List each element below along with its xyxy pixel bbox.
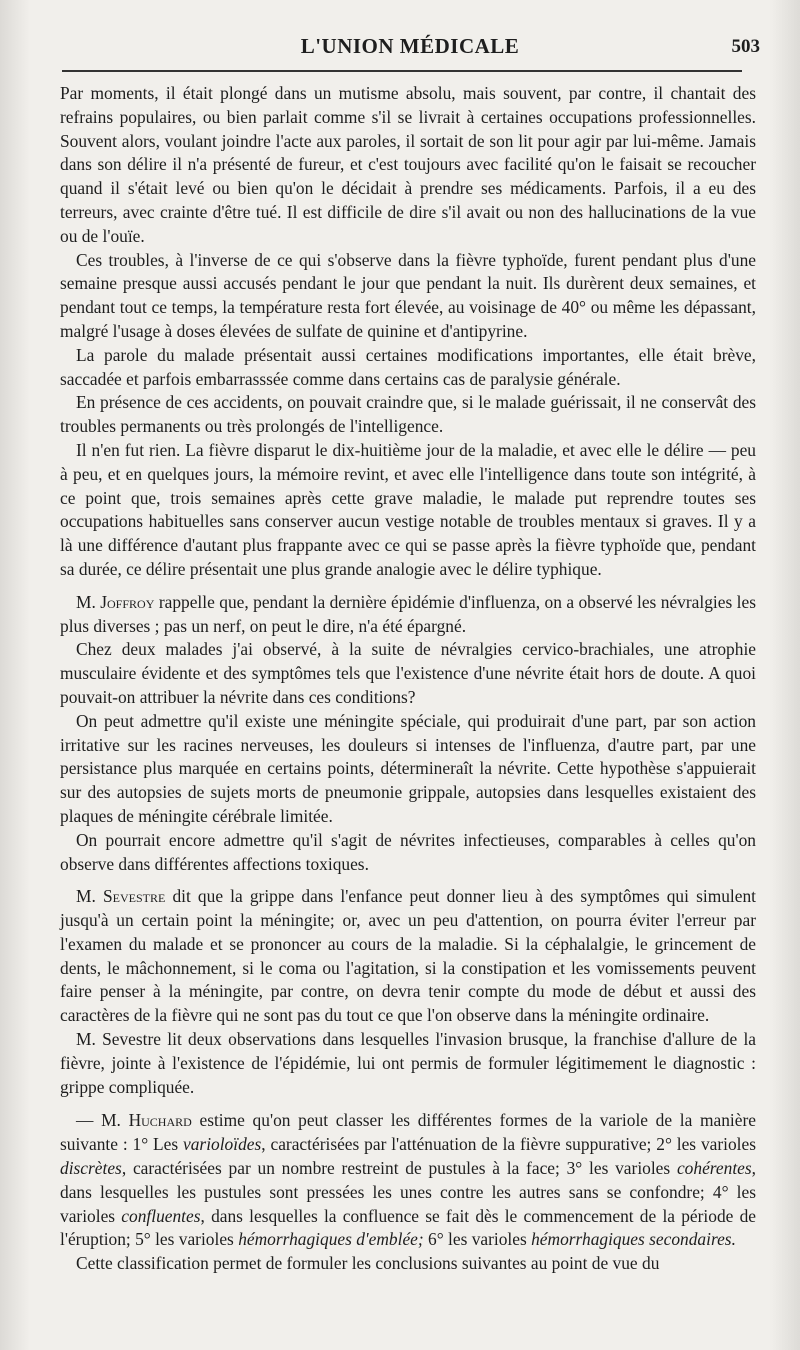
paragraph-huchard (60, 1109, 756, 1252)
article-body (60, 82, 756, 1276)
paragraph-3: La parole du malade présentait aussi certaines modifications importantes, elle était brève, saccadée et parfois embarrasssée comme dans certains cas de paralysie générale. (60, 344, 756, 389)
paragraph-8: On peut admettre qu'il existe une méningite spéciale, qui produirait d'une part, par son action irritative sur les racines nerveuses, les douleurs si intenses de l'influenza, d'autre part, par une persistance plus marquée en certains points, détermineraît la névrite. Cette hypothèse s'appuierait sur des autopsies de sujets morts de pneumonie grippale, autopsies dans lesquelles existaient des plaques de méningite cérébrale limitée. (60, 710, 756, 826)
italic-term: cohérentes (676, 1158, 752, 1179)
italic-term: discrètes (60, 1158, 122, 1179)
paragraph-4: En présence de ces accidents, on pouvait craindre que, si le malade guérissait, il ne conservât des troubles permanents ou très prolongés de l'intelligence. (60, 392, 756, 437)
paragraph-5: Il n'en fut rien. La fièvre disparut le dix-huitième jour de la maladie, et avec elle le délire — peu à peu, et en quelques jours, la mémoire revint, et avec elle l'intelligence dans toute son intégrité, à ce point que, trois semaines après cette grave maladie, le malade put reprendre toutes ses occupations habituelles sans conserver aucun vestige notable de troubles mentaux si graves. Il y a là une différence d'autant plus frappante avec ce qui se passe après la fièvre typhoïde que, pendant sa durée, ce délire présentait une plus grande analogie avec le délire typhique. (60, 439, 756, 579)
speaker-prefix: — M. (76, 1110, 121, 1131)
paragraph-text: rappelle que, pendant la dernière épidémie d'influenza, on a observé les névralgies les plus diverses ; pas un nerf, on peut le dire, n'a été épargné. (60, 591, 756, 636)
running-title: L'UNION MÉDICALE (300, 34, 520, 58)
speaker-prefix: M. (76, 886, 96, 907)
paragraph-2: Ces troubles, à l'inverse de ce qui s'observe dans la fièvre typhoïde, furent pendant plus d'une semaine presque aussi accusés pendant le jour que pendant la nuit. Ils durèrent deux semaines, et pendant tout ce temps, la température resta fort élevée, au voisinage de 40° ou même les dépassant, malgré l'usage à doses élevées de sulfate de quinine et d'antipyrine. (60, 249, 756, 341)
italic-term: hémorrhagiques d'emblée; (238, 1229, 424, 1250)
paragraph-13: Cette classification permet de formuler les conclusions suivantes au point de vue du (76, 1253, 660, 1274)
paragraph-joffroy (60, 591, 756, 639)
text-run: estime qu'on peut classer les différentes formes de la variole de la manière suivante : 1° Les (60, 1110, 756, 1155)
paragraph-text: dit que la grippe dans l'enfance peut donner lieu à des symptômes qui simulent jusqu'à un certain point la méningite; or, avec un peu d'attention, on pourra éviter l'erreur par l'examen du malade et se prononcer au cours de la maladie. Si la céphalalgie, le grincement de dents, le mâchonnement, si le coma ou l'agitation, si la constipation et les vomissements peuvent faire penser à la méningite, par contre, on devra tenir compte du mode de début et aussi des caractères de la fièvre qui ne sont pas du tout ce que l'on observe dans la méningite ordinaire. (60, 886, 756, 1026)
header-rule (62, 70, 742, 72)
speaker-prefix: M. (76, 591, 96, 612)
paragraph-9: On pourrait encore admettre qu'il s'agit de névrites infectieuses, comparables à celles qu'on observe dans différentes affections toxiques. (60, 829, 756, 874)
page-header (60, 34, 760, 64)
text-run: , caractérisées par l'atténuation de la fièvre suppurative; 2° les varioles (261, 1134, 756, 1155)
speaker-name: Huchard (128, 1110, 192, 1131)
italic-term: varioloïdes (183, 1134, 262, 1155)
text-run: , caractérisées par un nombre restreint de pustules à la face; 3° les varioles (121, 1158, 671, 1179)
paragraph-sevestre (60, 885, 756, 1028)
paragraph-7: Chez deux malades j'ai observé, à la suite de névralgies cervico-brachiales, une atrophie musculaire évidente et des symptômes tels que l'existence d'une névrite était hors de doute. A quoi pouvait-on attribuer la névrite dans ces conditions? (60, 639, 756, 707)
text-run: , dans lesquelles les pustules sont pressées les unes contre les autres sans se confondre; 4° les varioles (60, 1158, 756, 1226)
italic-term: hémorrhagiques secondaires. (531, 1229, 736, 1250)
paragraph-11: M. Sevestre lit deux observations dans lesquelles l'invasion brusque, la franchise d'allure de la fièvre, jointe à l'existence de l'épidémie, lui ont permis de formuler légitimement le diagnostic : grippe compliquée. (60, 1029, 756, 1097)
speaker-name: Sevestre (102, 886, 166, 907)
text-run: , dans lesquelles la confluence se fait dès le commencement de la période de l'éruption; 5° les varioles (60, 1205, 756, 1250)
text-run: 6° les varioles (428, 1229, 527, 1250)
italic-term: confluentes (121, 1205, 201, 1226)
page-number: 503 (731, 36, 760, 57)
speaker-name: Joffroy (100, 591, 155, 612)
paragraph-1: Par moments, il était plongé dans un mutisme absolu, mais souvent, par contre, il chantait des refrains populaires, ou bien parlait comme s'il se livrait à certaines occupations professionnelles. Souvent alors, voulant joindre l'acte aux paroles, il sortait de son lit pour agir par lui-même. Jamais dans son délire il n'a présenté de fureur, et c'est toujours avec facilité qu'on le faisait se recoucher quand il s'était levé ou bien qu'on le décidait à prendre ses médicaments. Parfois, il a eu des terreurs, avec crainte d'être tué. Il est difficile de dire s'il avait ou non des hallucinations de la vue ou de l'ouïe. (60, 83, 756, 246)
